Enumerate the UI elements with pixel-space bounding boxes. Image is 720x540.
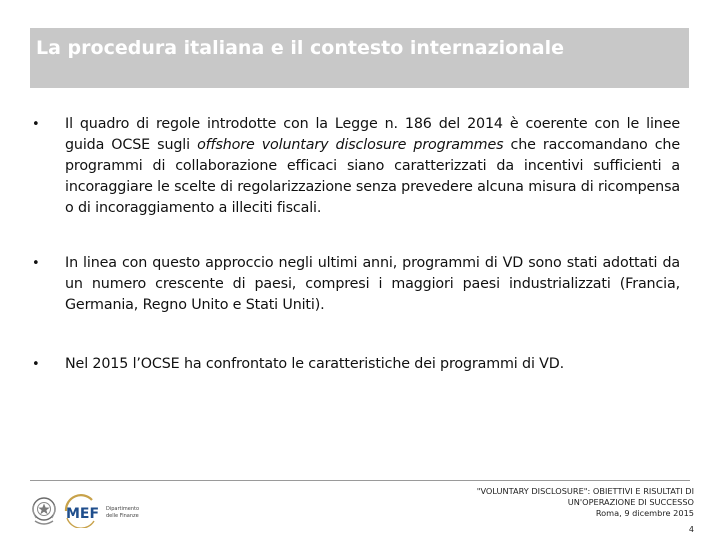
mef-caption-1: Dipartimento xyxy=(106,506,140,512)
footer-caption xyxy=(394,486,694,519)
bullet-text: Nel 2015 l’OCSE ha confrontato le caratteristiche dei programmi di VD. xyxy=(65,356,565,372)
bullet-marker: • xyxy=(32,117,40,132)
bullet-text: In linea con questo approccio negli ultimi anni, programmi di VD sono stati adottati da un numero crescente di paesi, compresi i maggiori paesi industrializzati (Francia, Germania, Regno Unito e Stati Uniti). xyxy=(65,255,680,313)
footer-divider xyxy=(30,480,690,481)
bullet-text-emphasis: offshore voluntary disclosure programmes xyxy=(197,137,504,153)
italian-republic-emblem-icon xyxy=(30,494,58,528)
page-number: 4 xyxy=(688,525,694,534)
footer-line-3: Roma, 9 dicembre 2015 xyxy=(595,508,694,518)
bullet-list xyxy=(30,114,680,375)
mef-logo-text: MEF xyxy=(66,506,100,522)
mef-caption-2: delle Finanze xyxy=(106,513,139,519)
title-bar xyxy=(30,28,689,88)
bullet-marker: • xyxy=(32,256,40,271)
bullet-item-1 xyxy=(30,114,680,219)
slide-title: La procedura italiana e il contesto internazionale xyxy=(36,37,564,59)
bullet-marker: • xyxy=(32,357,40,372)
footer-line-1: "VOLUNTARY DISCLOSURE": OBIETTIVI E RISULTATI DI xyxy=(476,486,694,496)
bullet-text-start: Il quadro di regole introdotte con la Legge n. 186 del 2014 è coerente con le linee guida OCSE sugli xyxy=(65,116,680,153)
bullet-text-end: che raccomandano che programmi di collaborazione efficaci siano caratterizzati da incentivi sufficienti a incoraggiare le scelte di regolarizzazione senza prevedere alcuna misura di ricompensa o di incoraggiamento a illeciti fiscali. xyxy=(65,137,680,216)
bullet-item-2 xyxy=(30,253,680,316)
footer-line-2: UN'OPERAZIONE DI SUCCESSO xyxy=(567,497,694,507)
bullet-item-3 xyxy=(30,354,680,375)
mef-logo-icon xyxy=(64,494,144,528)
